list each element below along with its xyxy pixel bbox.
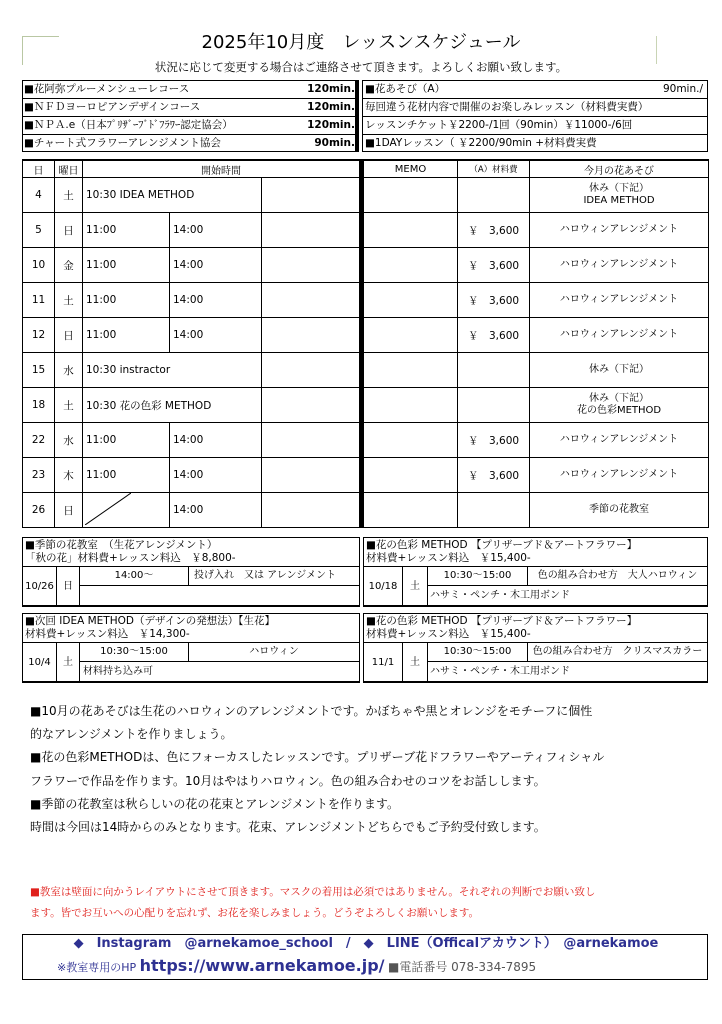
idea-method-box	[22, 613, 360, 683]
schedule-empty-cell	[262, 318, 360, 353]
schedule-time-2: 14:00	[170, 458, 262, 493]
schedule-memo	[364, 353, 458, 388]
schedule-row	[23, 388, 709, 423]
course-3-name: ■ＮＰＡ.e（日本ﾌﾟﾘｻﾞｰﾌﾞﾄﾞﾌﾗﾜｰ認定協会）	[24, 119, 233, 131]
divider	[362, 134, 708, 135]
header-memo: MEMO	[364, 160, 458, 178]
color1-content: 色の組み合わせ方 大人ハロウィン	[527, 566, 708, 586]
hanaasobi-line3: ■1DAYレッスン（ ￥2200/90min +材料費実費	[365, 137, 597, 149]
header-material: （A）材料費	[458, 160, 530, 178]
schedule-weekday: 木	[55, 458, 83, 493]
hanaasobi-line1: 毎回違う花材内容で開催のお楽しみレッスン（材料費実費）	[365, 101, 649, 113]
schedule-table	[22, 159, 709, 528]
schedule-day: 23	[23, 458, 55, 493]
header-weekday: 曜日	[55, 160, 83, 178]
color-method-box-1	[363, 537, 708, 607]
hp-label: ※教室専用のHP	[57, 961, 137, 974]
contact-footer	[22, 934, 708, 980]
blank-slash-mark	[85, 493, 131, 525]
idea-weekday: 土	[56, 642, 80, 682]
schedule-weekday: 水	[55, 353, 83, 388]
description-line: フラワーで作品を作ります。10月はやはりハロウィン。色の組み合わせのコツをお話しします。	[30, 773, 546, 788]
website-line	[57, 954, 536, 980]
description-text	[30, 700, 710, 839]
schedule-time-1: 11:00	[83, 283, 170, 318]
idea-title: ■次回 IDEA METHOD（デザインの発想法）【生花】	[25, 615, 275, 627]
divider	[22, 134, 356, 135]
schedule-empty-cell	[262, 178, 360, 213]
schedule-time-2: 14:00	[170, 318, 262, 353]
seasonal-content: 投げ入れ 又は アレンジメント	[188, 566, 360, 586]
schedule-time-2: 14:00	[170, 213, 262, 248]
schedule-time-2: 14:00	[170, 423, 262, 458]
schedule-time-1: 11:00	[83, 213, 170, 248]
schedule-hana	[530, 388, 709, 423]
schedule-hana	[530, 318, 709, 353]
course-4-name: ■チャート式フラワーアレンジメント協会	[24, 137, 221, 149]
hana-line-2: 花の色彩METHOD	[576, 405, 662, 416]
course-1-time: 120min.	[307, 83, 355, 95]
seasonal-price: 「秋の花」材料費+レッスン料込 ￥8,800-	[25, 552, 236, 564]
schedule-weekday: 土	[55, 388, 83, 423]
description-line: 的なアレンジメントを作りましょう。	[30, 727, 233, 742]
schedule-row	[23, 423, 709, 458]
schedule-hana	[530, 213, 709, 248]
schedule-weekday: 土	[55, 178, 83, 213]
description-line: ■10月の花あそびは生花のハロウィンのアレンジメントです。かぼちゃや黒とオレンジをモチーフに個性	[30, 704, 593, 718]
schedule-empty-cell	[262, 283, 360, 318]
header-time: 開始時間	[83, 160, 360, 178]
schedule-day: 22	[23, 423, 55, 458]
notice-line: ■教室は壁面に向かうレイアウトにさせて頂きます。マスクの着用は必須ではありません。それぞれの判断でお願い致し	[30, 886, 596, 898]
divider	[22, 98, 356, 99]
hana-line-1: 休み（下記）	[589, 364, 650, 375]
color2-time: 10:30～15:00	[427, 642, 528, 662]
schedule-hana	[530, 353, 709, 388]
schedule-header-row	[23, 160, 709, 178]
schedule-weekday: 日	[55, 318, 83, 353]
header-hana: 今月の花あそび	[530, 160, 709, 178]
seasonal-date: 10/26	[22, 566, 57, 606]
schedule-time-1: 11:00	[83, 423, 170, 458]
schedule-memo	[364, 458, 458, 493]
schedule-memo	[364, 213, 458, 248]
schedule-weekday: 金	[55, 248, 83, 283]
schedule-empty-cell	[262, 423, 360, 458]
schedule-memo	[364, 283, 458, 318]
schedule-time-2: 14:00	[170, 248, 262, 283]
schedule-empty-cell	[262, 213, 360, 248]
website-link[interactable]: https://www.arnekamoe.jp/	[139, 956, 385, 975]
color2-tools: ハサミ・ペンチ・木工用ボンド	[427, 661, 708, 682]
description-line: ■季節の花教室は秋らしいの花の花束とアレンジメントを作ります。	[30, 796, 399, 811]
color2-weekday: 土	[402, 642, 428, 682]
hana-line-1: ハロウィンアレンジメント	[559, 434, 679, 445]
color2-title: ■花の色彩 METHOD 【プリザーブド＆アートフラワー】	[366, 615, 638, 627]
hana-line-1: ハロウィンアレンジメント	[559, 294, 679, 305]
schedule-empty-cell	[262, 458, 360, 493]
schedule-day: 11	[23, 283, 55, 318]
schedule-hana	[530, 248, 709, 283]
schedule-memo	[364, 248, 458, 283]
color1-weekday: 土	[402, 566, 428, 606]
schedule-empty-cell	[262, 353, 360, 388]
schedule-day: 18	[23, 388, 55, 423]
seasonal-empty-cell	[79, 585, 360, 606]
schedule-memo	[364, 178, 458, 213]
schedule-day: 26	[23, 493, 55, 528]
hanaasobi-line2: レッスンチケット￥2200-/1回（90min）￥11000-/6回	[365, 119, 633, 131]
course-1-name: ■花阿弥プルーメンシューレコース	[24, 83, 190, 95]
schedule-row	[23, 248, 709, 283]
schedule-row	[23, 458, 709, 493]
schedule-row	[23, 353, 709, 388]
color-method-box-2	[363, 613, 708, 683]
color2-date: 11/1	[363, 642, 403, 682]
schedule-hana	[530, 178, 709, 213]
schedule-empty-cell	[262, 248, 360, 283]
color2-price: 材料費+レッスン料込 ￥15,400-	[366, 628, 531, 640]
idea-time: 10:30～15:00	[79, 642, 189, 662]
color1-title: ■花の色彩 METHOD 【プリザーブド＆アートフラワー】	[366, 539, 638, 551]
seasonal-class-box	[22, 537, 360, 607]
hana-line-2: IDEA METHOD	[583, 195, 655, 206]
divider	[362, 116, 708, 117]
idea-price: 材料費+レッスン料込 ￥14,300-	[25, 628, 190, 640]
color1-time: 10:30～15:00	[427, 566, 528, 586]
color2-content: 色の組み合わせ方 クリスマスカラー	[527, 642, 708, 662]
schedule-hana	[530, 423, 709, 458]
course-3-time: 120min.	[307, 119, 355, 131]
schedule-hana	[530, 283, 709, 318]
schedule-time-1: 10:30 instractor	[83, 353, 262, 388]
schedule-time-1: 11:00	[83, 248, 170, 283]
schedule-row	[23, 213, 709, 248]
phone-number: ■電話番号 078-334-7895	[388, 960, 537, 974]
schedule-memo	[364, 493, 458, 528]
course-2-time: 120min.	[307, 101, 355, 113]
schedule-material-fee: ￥ 3,600	[458, 318, 530, 353]
idea-date: 10/4	[22, 642, 57, 682]
page-title: 2025年10月度 レッスンスケジュール	[201, 32, 521, 53]
hana-line-1: 休み（下記）	[589, 183, 650, 194]
schedule-material-fee	[458, 493, 530, 528]
idea-content: ハロウィン	[188, 642, 360, 662]
seasonal-title: ■季節の花教室 （生花アレンジメント）	[25, 539, 218, 551]
schedule-empty-cell	[262, 388, 360, 423]
schedule-weekday: 日	[55, 493, 83, 528]
social-links[interactable]: ◆ Instagram @arnekamoe_school / ◆ LINE（Officalアカウント） @arnekamoe	[73, 936, 659, 951]
description-line: ■花の色彩METHODは、色にフォーカスしたレッスンです。プリザーブ花ドフラワーやアーティフィシャル	[30, 750, 605, 765]
schedule-day: 12	[23, 318, 55, 353]
schedule-material-fee	[458, 388, 530, 423]
schedule-memo	[364, 423, 458, 458]
schedule-hana	[530, 458, 709, 493]
schedule-time-1: 11:00	[83, 318, 170, 353]
description-line: 時間は今回は14時からのみとなります。花束、アレンジメントどちらでもご予約受付致します。	[30, 820, 546, 835]
schedule-material-fee: ￥ 3,600	[458, 248, 530, 283]
schedule-time-1: 10:30 IDEA METHOD	[83, 178, 262, 213]
hana-line-1: 休み（下記）	[589, 393, 650, 404]
schedule-material-fee: ￥ 3,600	[458, 283, 530, 318]
hanaasobi-title: ■花あそび（A）	[365, 83, 446, 95]
notice-line: ます。皆でお互いへの心配りを忘れず、お花を楽しみましょう。どうぞよろしくお願いします。	[30, 907, 479, 919]
schedule-day: 5	[23, 213, 55, 248]
schedule-memo	[364, 388, 458, 423]
schedule-row	[23, 283, 709, 318]
schedule-material-fee: ￥ 3,600	[458, 213, 530, 248]
schedule-day: 10	[23, 248, 55, 283]
schedule-weekday: 水	[55, 423, 83, 458]
hanaasobi-time: 90min./	[662, 83, 703, 95]
schedule-weekday: 日	[55, 213, 83, 248]
color1-price: 材料費+レッスン料込 ￥15,400-	[366, 552, 531, 564]
schedule-time-1: 11:00	[83, 458, 170, 493]
hana-line-1: ハロウィンアレンジメント	[559, 259, 679, 270]
divider	[22, 116, 356, 117]
schedule-hana	[530, 493, 709, 528]
schedule-weekday: 土	[55, 283, 83, 318]
schedule-time-2: 14:00	[170, 493, 262, 528]
page-subtitle: 状況に応じて変更する場合はご連絡させて頂きます。よろしくお願い致します。	[154, 60, 568, 74]
schedule-empty-cell	[262, 493, 360, 528]
idea-note: 材料持ち込み可	[79, 661, 360, 682]
course-4-time: 90min.	[314, 137, 355, 149]
schedule-material-fee	[458, 353, 530, 388]
schedule-time-1: 10:30 花の色彩 METHOD	[83, 388, 262, 423]
color1-date: 10/18	[363, 566, 403, 606]
seasonal-time: 14:00～	[79, 566, 189, 586]
schedule-material-fee: ￥ 3,600	[458, 458, 530, 493]
header-day: 日	[23, 160, 55, 178]
seasonal-weekday: 日	[56, 566, 80, 606]
schedule-day: 4	[23, 178, 55, 213]
hana-line-1: 季節の花教室	[589, 504, 650, 515]
hana-line-1: ハロウィンアレンジメント	[559, 224, 679, 235]
schedule-row	[23, 178, 709, 213]
color1-tools: ハサミ・ペンチ・木工用ボンド	[427, 585, 708, 606]
notice-text	[30, 882, 710, 924]
course-2-name: ■ＮＦＤヨーロピアンデザインコース	[24, 101, 201, 113]
hana-line-1: ハロウィンアレンジメント	[559, 329, 679, 340]
schedule-time-2: 14:00	[170, 283, 262, 318]
hana-line-1: ハロウィンアレンジメント	[559, 469, 679, 480]
divider	[362, 98, 708, 99]
schedule-material-fee	[458, 178, 530, 213]
schedule-day: 15	[23, 353, 55, 388]
schedule-row	[23, 318, 709, 353]
schedule-memo	[364, 318, 458, 353]
schedule-material-fee: ￥ 3,600	[458, 423, 530, 458]
